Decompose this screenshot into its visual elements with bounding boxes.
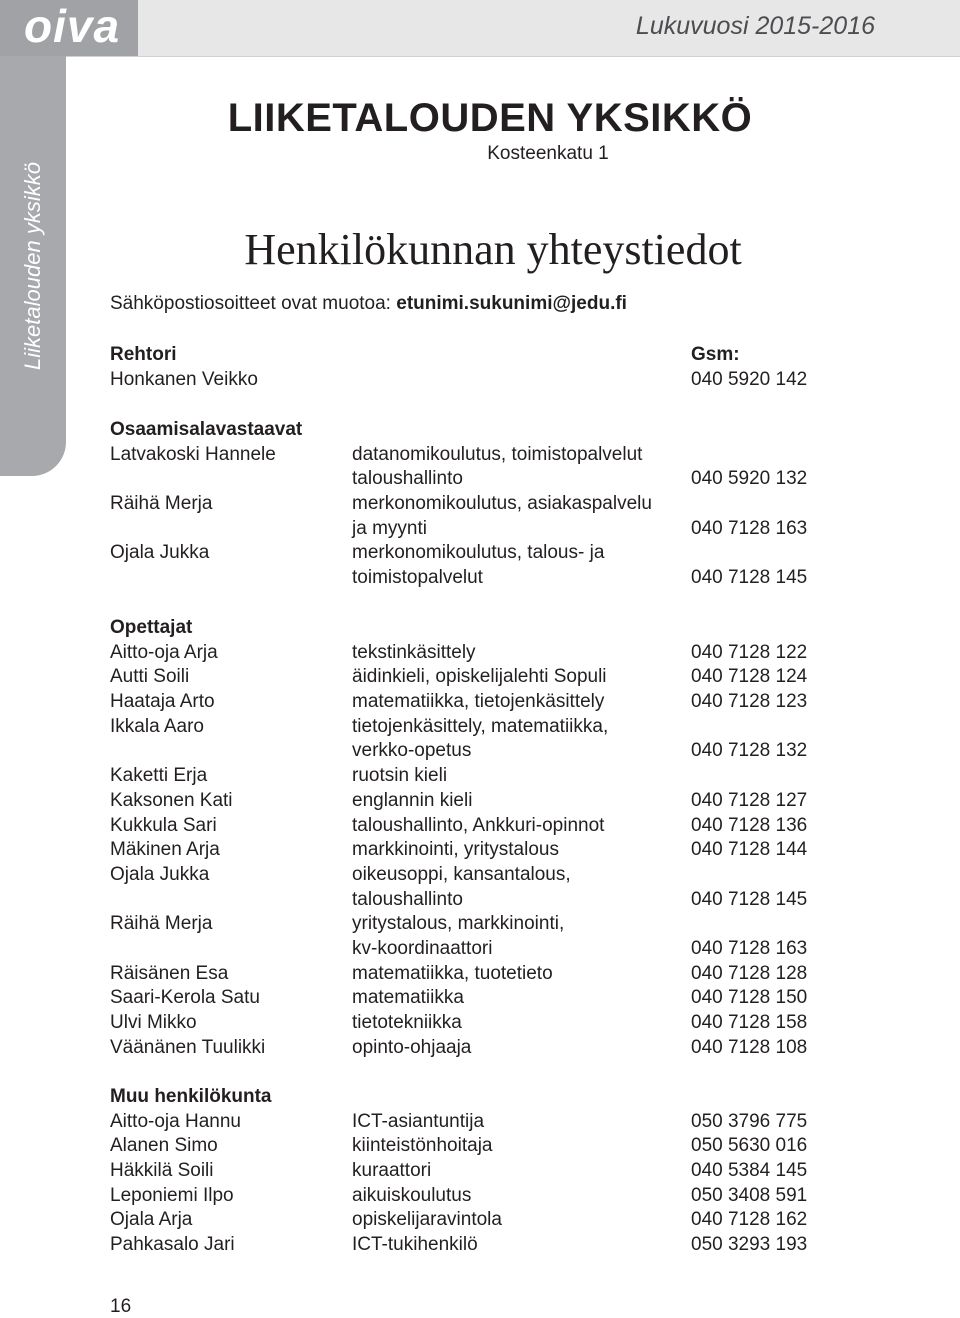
table-row	[0, 1110, 960, 1135]
person-role: tietojenkäsittely, matematiikka,	[352, 715, 609, 737]
gsm-label: Gsm:	[691, 344, 740, 365]
table-row	[0, 715, 960, 740]
principal-name: Honkanen Veikko	[110, 368, 258, 390]
person-phone: 040 7128 145	[691, 888, 808, 910]
person-role: taloushallinto, Ankkuri-opinnot	[352, 814, 605, 836]
person-role: taloushallinto	[352, 468, 463, 490]
person-name: Ojala Jukka	[110, 542, 210, 564]
person-phone: 050 5630 016	[691, 1135, 808, 1157]
page-title: LIIKETALOUDEN YKSIKKÖ	[227, 96, 753, 140]
table-row	[0, 492, 960, 517]
other-staff-label: Muu henkilökunta	[110, 1086, 272, 1107]
person-phone: 040 7128 144	[691, 839, 808, 861]
table-row	[0, 1233, 960, 1258]
person-role: aikuiskoulutus	[352, 1184, 472, 1206]
principal-row	[0, 368, 960, 393]
table-row	[0, 517, 960, 542]
person-role: taloushallinto	[352, 888, 463, 910]
managers-section	[0, 418, 960, 591]
teachers-section	[0, 616, 960, 1060]
table-row	[0, 1208, 960, 1233]
table-row	[0, 888, 960, 913]
person-phone: 040 7128 163	[691, 937, 808, 959]
school-year: Lukuvuosi 2015-2016	[635, 12, 875, 40]
person-name: Aitto-oja Hannu	[110, 1110, 241, 1132]
section-heading: Henkilökunnan yhteystiedot	[244, 225, 742, 274]
person-role: datanomikoulutus, toimistopalvelut	[352, 443, 643, 465]
person-name: Autti Soili	[110, 666, 190, 688]
table-row	[0, 1159, 960, 1184]
person-name: Kaketti Erja	[110, 765, 208, 787]
person-role: englannin kieli	[352, 789, 473, 811]
person-phone: 040 7128 127	[691, 789, 808, 811]
person-name: Alanen Simo	[110, 1135, 218, 1157]
person-phone: 050 3293 193	[691, 1234, 808, 1256]
person-name: Aitto-oja Arja	[110, 641, 218, 663]
person-phone: 040 7128 108	[691, 1036, 808, 1058]
principal-label: Rehtori	[110, 344, 177, 365]
person-role: äidinkieli, opiskelijalehti Sopuli	[352, 666, 607, 688]
person-role: ICT-tukihenkilö	[352, 1234, 478, 1256]
person-role: kuraattori	[352, 1160, 432, 1182]
person-role: yritystalous, markkinointi,	[352, 913, 565, 935]
page-number: 16	[110, 1296, 132, 1317]
table-row	[0, 1184, 960, 1209]
teachers-header-row	[0, 616, 960, 641]
person-name: Ojala Arja	[110, 1209, 193, 1231]
managers-header-row	[0, 418, 960, 443]
table-row	[0, 566, 960, 591]
person-phone: 040 7128 158	[691, 1012, 808, 1033]
header-bar	[0, 0, 960, 57]
person-phone: 040 7128 128	[691, 962, 808, 984]
person-role: ruotsin kieli	[352, 765, 448, 787]
person-role: verkko-opetus	[352, 740, 472, 762]
side-tab	[0, 56, 66, 476]
person-role: ICT-asiantuntija	[352, 1110, 485, 1132]
email-format-pattern: etunimi.sukunimi@jedu.fi	[396, 293, 627, 314]
table-row	[0, 1134, 960, 1159]
person-phone: 040 7128 136	[691, 814, 808, 836]
managers-list	[0, 443, 960, 591]
address: Kosteenkatu 1	[487, 143, 609, 164]
person-phone: 040 5384 145	[691, 1160, 808, 1182]
teachers-label: Opettajat	[110, 617, 193, 638]
person-name: Kukkula Sari	[110, 814, 217, 836]
table-row	[0, 814, 960, 839]
person-role: kv-koordinaattori	[352, 937, 493, 959]
person-name: Väänänen Tuulikki	[110, 1036, 266, 1058]
person-name: Räihä Merja	[110, 493, 213, 515]
table-row	[0, 1036, 960, 1061]
person-role: markkinointi, yritystalous	[352, 839, 559, 861]
table-row	[0, 641, 960, 666]
person-name: Kaksonen Kati	[110, 789, 233, 811]
email-format-note	[110, 293, 627, 315]
principal-phone: 040 5920 142	[691, 368, 808, 390]
table-row	[0, 541, 960, 566]
person-role: ja myynti	[352, 517, 427, 539]
person-phone: 040 7128 162	[691, 1209, 808, 1231]
person-name: Haataja Arto	[110, 691, 215, 713]
person-phone: 050 3408 591	[691, 1184, 808, 1206]
logo-box	[0, 0, 138, 56]
table-row	[0, 863, 960, 888]
person-phone: 040 7128 145	[691, 567, 808, 589]
other-staff-section	[0, 1085, 960, 1258]
table-row	[0, 467, 960, 492]
person-phone: 040 7128 124	[691, 666, 808, 688]
person-name: Ojala Jukka	[110, 863, 210, 885]
person-role: merkonomikoulutus, asiakaspalvelu	[352, 493, 652, 515]
table-row	[0, 443, 960, 468]
person-name: Häkkilä Soili	[110, 1160, 214, 1182]
person-role: toimistopalvelut	[352, 567, 483, 589]
person-phone: 040 7128 122	[691, 641, 808, 663]
table-row	[0, 690, 960, 715]
email-format-prefix: Sähköpostiosoitteet ovat muotoa:	[110, 293, 391, 314]
person-role: opinto-ohjaaja	[352, 1036, 472, 1058]
person-name: Saari-Kerola Satu	[110, 987, 260, 1009]
person-role: oikeusoppi, kansantalous,	[352, 863, 571, 885]
person-phone: 040 5920 132	[691, 468, 808, 490]
principal-section	[0, 343, 960, 392]
managers-label: Osaamisalavastaavat	[110, 419, 303, 440]
person-name: Räihä Merja	[110, 913, 213, 935]
person-role: matematiikka	[352, 987, 464, 1009]
person-name: Ikkala Aaro	[110, 715, 204, 737]
table-row	[0, 912, 960, 937]
table-row	[0, 986, 960, 1011]
person-phone: 050 3796 775	[691, 1110, 808, 1132]
table-row	[0, 764, 960, 789]
person-name: Räisänen Esa	[110, 962, 229, 984]
person-phone: 040 7128 163	[691, 517, 808, 539]
table-row	[0, 1011, 960, 1036]
table-row	[0, 789, 960, 814]
table-row	[0, 665, 960, 690]
person-phone: 040 7128 132	[691, 740, 808, 762]
person-role: tietotekniikka	[352, 1012, 462, 1033]
teachers-list	[0, 641, 960, 1061]
person-phone: 040 7128 150	[691, 987, 808, 1009]
person-name: Latvakoski Hannele	[110, 443, 276, 465]
table-row	[0, 962, 960, 987]
person-name: Mäkinen Arja	[110, 839, 220, 861]
table-row	[0, 937, 960, 962]
person-name: Leponiemi Ilpo	[110, 1184, 234, 1206]
other-staff-list	[0, 1110, 960, 1258]
person-role: tekstinkäsittely	[352, 641, 476, 663]
person-role: opiskelijaravintola	[352, 1209, 502, 1231]
table-row	[0, 739, 960, 764]
other-staff-header-row	[0, 1085, 960, 1110]
table-row	[0, 838, 960, 863]
person-phone: 040 7128 123	[691, 691, 808, 713]
oiva-logo: oiva	[24, 0, 121, 52]
person-role: merkonomikoulutus, talous- ja	[352, 542, 605, 564]
side-tab-label: Liiketalouden yksikkö	[20, 162, 45, 370]
person-name: Ulvi Mikko	[110, 1012, 197, 1033]
person-role: kiinteistönhoitaja	[352, 1135, 493, 1157]
principal-header-row	[0, 343, 960, 368]
person-role: matematiikka, tuotetieto	[352, 962, 553, 984]
person-role: matematiikka, tietojenkäsittely	[352, 691, 605, 713]
person-name: Pahkasalo Jari	[110, 1234, 235, 1256]
